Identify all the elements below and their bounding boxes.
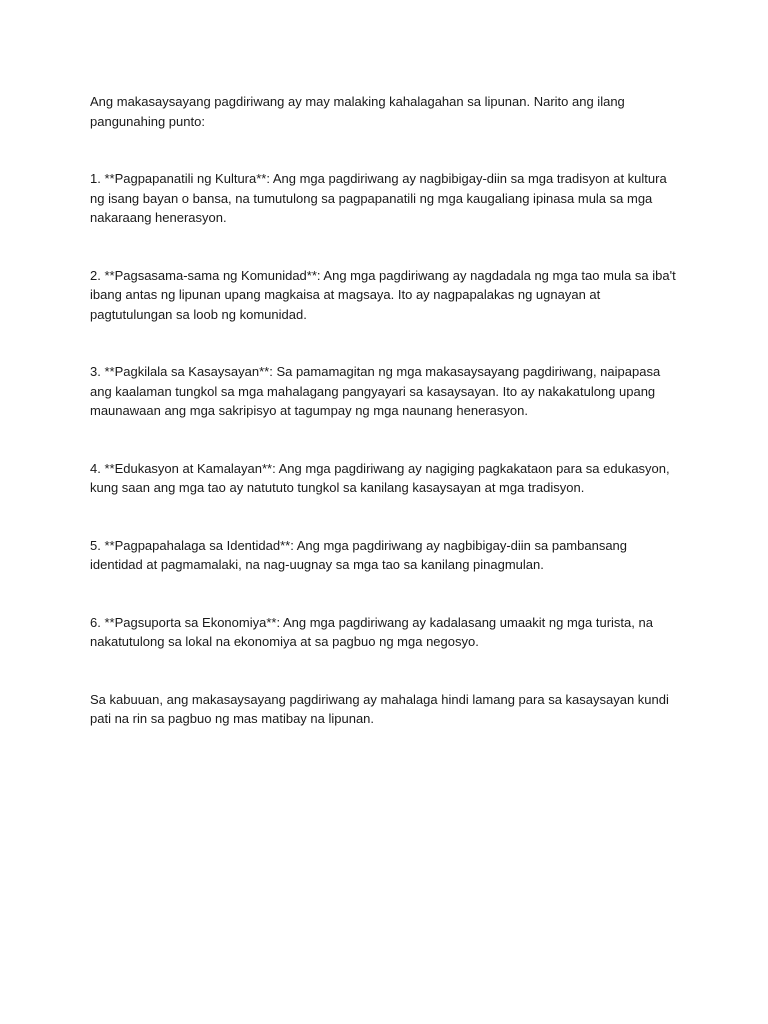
point-6-paragraph: 6. **Pagsuporta sa Ekonomiya**: Ang mga pagdiriwang ay kadalasang umaakit ng mga turista, na nakatutulong sa lokal na ekonomiya at sa pagbuo ng mga negosyo. bbox=[90, 614, 653, 649]
point-1-paragraph: 1. **Pagpapanatili ng Kultura**: Ang mga pagdiriwang ay nagbibigay-diin sa mga tradisyon at kultura ng isang bayan o bansa, na tumutulong sa pagpapanatili ng mga kaugaliang ipinasa mula sa mga nakaraang henerasyon. bbox=[90, 171, 667, 225]
document-body bbox=[90, 92, 682, 767]
point-5-paragraph: 5. **Pagpapahalaga sa Identidad**: Ang mga pagdiriwang ay nagbibigay-diin sa pambansang identidad at pagmamalaki, na nag-uugnay sa mga tao sa kanilang pinagmulan. bbox=[90, 537, 628, 572]
intro-paragraph: Ang makasaysayang pagdiriwang ay may malaking kahalagahan sa lipunan. Narito ang ilang pangunahing punto: bbox=[90, 94, 625, 129]
point-4-paragraph: 4. **Edukasyon at Kamalayan**: Ang mga pagdiriwang ay nagiging pagkakataon para sa edukasyon, kung saan ang mga tao ay natututo tungkol sa kanilang kasaysayan at mga tradisyon. bbox=[90, 460, 670, 495]
point-3-paragraph: 3. **Pagkilala sa Kasaysayan**: Sa pamamagitan ng mga makasaysayang pagdiriwang, naipapasa ang kaalaman tungkol sa mga mahalagang pangyayari sa kasaysayan. Ito ay nakakatulong upang maunawaan ang mga sakripisyo at tagumpay ng mga naunang henerasyon. bbox=[90, 364, 661, 418]
point-2-paragraph: 2. **Pagsasama-sama ng Komunidad**: Ang mga pagdiriwang ay nagdadala ng mga tao mula sa iba't ibang antas ng lipunan upang magkaisa at magsaya. Ito ay nagpapalakas ng ugnayan at pagtutulungan sa loob ng komunidad. bbox=[90, 267, 676, 322]
conclusion-paragraph: Sa kabuuan, ang makasaysayang pagdiriwang ay mahalaga hindi lamang para sa kasaysayan kundi pati na rin sa pagbuo ng mas matibay na lipunan. bbox=[90, 691, 669, 726]
